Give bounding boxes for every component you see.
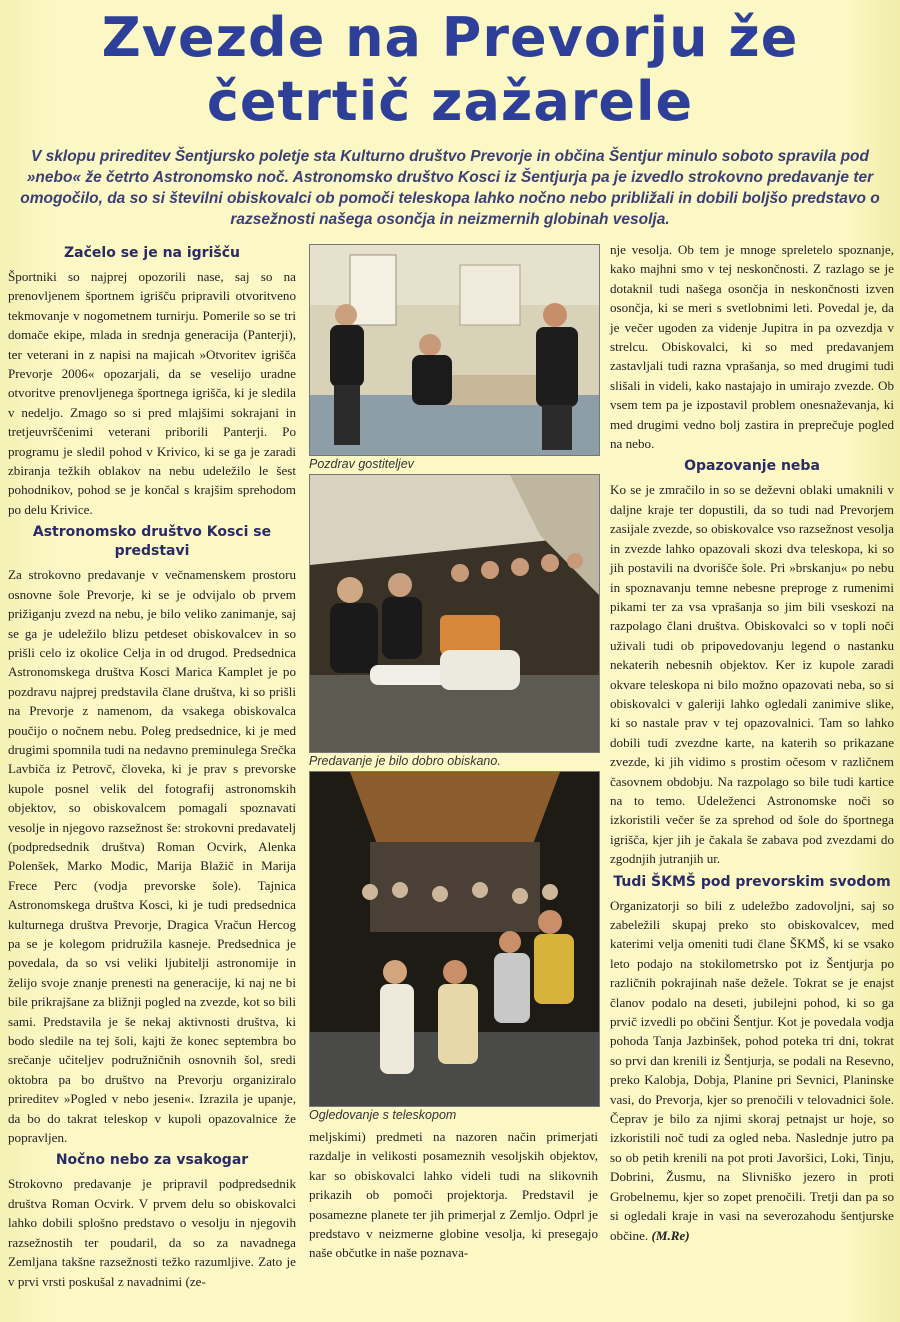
subheading: Nočno nebo za vsakogar (55, 1152, 249, 1169)
paragraph (610, 896, 894, 1245)
subheading: Začelo se je na igrišču (64, 245, 240, 261)
column-left (8, 240, 296, 1293)
photo-caption: Predavanje je bilo dobro obiskano. (309, 754, 501, 768)
column-right (610, 240, 894, 1247)
subheading: Tudi ŠKMŠ pod prevorskim svodom (613, 873, 891, 890)
paragraph: Strokovno predavanje je pripravil podpredsednik društva Roman Ocvirk. V prvem delu so obiskovalci lahko dobili splošno predstavo o vesolju in njegovih razsežnostih ter poudaril, da so za navadnega Zemljana takšne razsežnosti težko razumljive. Zato je v prvi vrsti poskušal z navadnimi (ze- (8, 1176, 296, 1289)
photo-caption: Pozdrav gostiteljev (309, 457, 414, 471)
paragraph: meljskimi) predmeti na nazoren način primerjati razdalje in velikosti posameznih vesoljskih objektov, kar so obiskovalci lahko videli tudi na slikovnih prikazih ob pomoči projektorja. Predstavil je posamezne planete ter jih primerjal z Zemljo. Odprl je predstavo v neizmerne globine vesolja, ki presegajo naše občutke in naše poznava- (309, 1129, 598, 1261)
author-signature: (M.Re) (651, 1227, 690, 1243)
photo-lecture-image (310, 475, 599, 752)
paragraph: Za strokovno predavanje v večnamenskem prostoru osnovne šole Prevorje, ki se je odvijalo ob prvem prižiganju zvezd na nebu, je bilo veliko zanimanje, saj se ga je udeležilo blizu petdeset obiskovalcev in so prišli celo iz okolice Celja in od drugod. Predsednica Astronomskega društva Kosci Marica Kamplet je po pozdravu najprej predstavila člane društva, ki so prišli na Prevorje z namenom, da vsakega obiskovalca poučijo o nočnem nebu. Poleg predsednice, ki je med drugimi spomnila tudi na nedavno preminulega Srečka Lavbiča iz Petrovč, človeka, ki je prav s prevorske kupole posnel velik del fotografij astronomskih objektov, so obiskovalcem pomagali spoznavati vesolje in njegovo razsežnost še: strokovni predavatelj (podpredsednik društva) Roman Ocvirk, Alenka Polenšek, Marko Modic, Marija Blažič in Marija Frece Perc (vodja prevorske šole). Tajnica Astronomskega društva Kosci, ki je tudi predsednica kulturnega društva Prevorje, Dragica Vračun Hercog pa se je kolegom pridružila kasneje. Predsednica je povedala, da so vsi veliki ljubitelji astronomije in želijo svoje znanje prenesti na generacije, ki naj ne bi bile prikrajšane za bližnji pogled na zvezde, kot so bili sami. Predstavila je še nekaj aktivnosti društva, ki bodo sledile na tej šoli, kajti že konec septembra bo srečanje učiteljev podružničnih osnovnih šol, sredi oktobra pa bo društvo na Prevorju organiziralo prireditev »Pogled v nebo jeseni«. Izrazila je upanje, da bo do takrat teleskop v kupoli opazovalnice že popravljen. (8, 567, 296, 1146)
photo-telescope (309, 771, 600, 1107)
page-title: Zvezde na Prevorju že četrtič zažarele (101, 6, 799, 133)
paragraph: nje vesolja. Ob tem je mnoge spreletelo spoznanje, kako majhni smo v tej neskončnosti. Z razlago se je dotaknil tudi našega osončja in neskončnosti izven osončja, ki se meri s svetlobnimi leti. Povedal je, da je večer ugoden za videnje Jupitra in pa ozvezdja v strelcu. Obiskovalci, ki so med predavanjem zastavljali tudi razna vprašanja, so med drugimi tudi slišali in videli, kako nastajajo in umirajo zvezde. Ob vsem tem pa je izpostavil problem onesnaževanja, ki med drugimi vedno bolj zastira in preprečuje pogled na nebo. (610, 242, 894, 452)
subheading: Astronomsko društvo Kosci se predstavi (32, 524, 272, 560)
paragraph-text: Organizatorji so bili z udeležbo zadovoljni, saj so zabeležili skupaj preko sto obiskovalcev, med katerimi velja omeniti tudi člane ŠKMŠ, ki se vsako leto podajo na stokilometrsko pot iz Šentjurja po različnih pokrajinah naše dežele. Tokrat se je enajst članov podalo na deseti, jubilejni pohod, ki so ga prvič izvedli po občini Šentjur. Kot je povedala vodja pohoda Tanja Jazbinšek, pohod poteka tri dni, tokrat so prvi dan krenili iz Šentjurja, se podali na Resevno, preko Kalobja, Dobja, Planine pri Sevnici, Planinske vasi, do Prevorja, kjer so prenočili v telovadnici šole. Čeprav je bilo za njimi skoraj petnajst ur hoje, so izkoristili noč tudi za ogled neba. Naslednje jutro pa so ob petih krenili na pot proti Javoršici, Loki, Tinju, Dobrini, Žusmu, na Slivniško jezero in proti Grobelnemu, kjer so zopet prenočili. Tretji dan pa so si ogledali kraje in vasi na severozahodu šentjurske občine. (610, 897, 894, 1243)
column-middle (309, 244, 598, 1265)
subheading: Opazovanje neba (684, 458, 820, 475)
photo-greeting-image (310, 245, 599, 455)
paragraph: Ko se je zmračilo in so se deževni oblaki umaknili v daljne kraje ter dopustili, da so tudi nad Prevorjem zasijale zvezde, so obiskovalce vso razsežnost vesolja in zvezde lahko opazovali skozi dva teleskopa, ki so jih postavili na dvorišče šole. Pri »brskanju« po nebu in spoznavanju temne nebesne preproge z rumenimi pikami ter za vsa vprašanja so jim bili vseskozi na razpolago člani društva. Obiskovalci so v topli noči uživali tudi ob pripovedovanju legend o nastanku nekaterih nebesnih objektov. Ker iz kupole zaradi okvare teleskopa ni bilo možno opazovati neba, so si obiskovalci v galeriji lahko ogledali zanimive slike, ki so nastale prav v tej opazovalnici. Tam so lahko dobili tudi zvezdne karte, na katerih so prikazane zvezde, ki jih vidimo s prostim očesom v različnem časovnem obdobju. Na razpolago so bile tudi kartice na to temo. Udeleženci Astronomske noči so izkoristili večer še za sprehod od šole do športnega igrišča, kjer jih je čakala še zabava pod zvezdami do zgodnjih jutranjih ur. (610, 482, 894, 867)
photo-caption: Ogledovanje s teleskopom (309, 1108, 457, 1122)
paragraph: Športniki so najprej opozorili nase, saj so na prenovljenem športnem igrišču pripravili otvoritveno tekmovanje v nogometnem turnirju. Pomerile so se tri domače ekipe, mlada in srednja generacija (Panterji), ter veterani in z napisi na majicah »Otvoritev igrišča Prevorje 2006« opozarjali, da se veselijo uradne otvoritve prenovljenega športnega igrišča, ki je sledila v nedeljo. Zmago so si pred mlajšimi sokrajani in tretjeuvrščenimi veterani priborili Panterji. Po programu je sledil pohod v Krivico, ki se ga je zaradi zbiranja težkih oblakov na nebu udeležilo le šest pohodnikov, pohod se je končal s krajšim sprehodom po delu Krivice. (8, 269, 296, 517)
photo-greeting (309, 244, 600, 456)
photo-lecture (309, 474, 600, 753)
photo-telescope-image (310, 772, 599, 1106)
article-lead: V sklopu prireditev Šentjursko poletje sta Kulturno društvo Prevorje in občina Šentjur minulo soboto spravila pod »nebo« že četrto Astronomsko noč. Astronomsko društvo Kosci iz Šentjurja pa je izvedlo strokovno predavanje ter omogočilo, da so si številni obiskovalci ob pomoči teleskopa lahko nočno nebo približali in dobili boljšo predstavo o razsežnosti našega osončja in neizmernih globinah vesolja. (20, 148, 880, 228)
